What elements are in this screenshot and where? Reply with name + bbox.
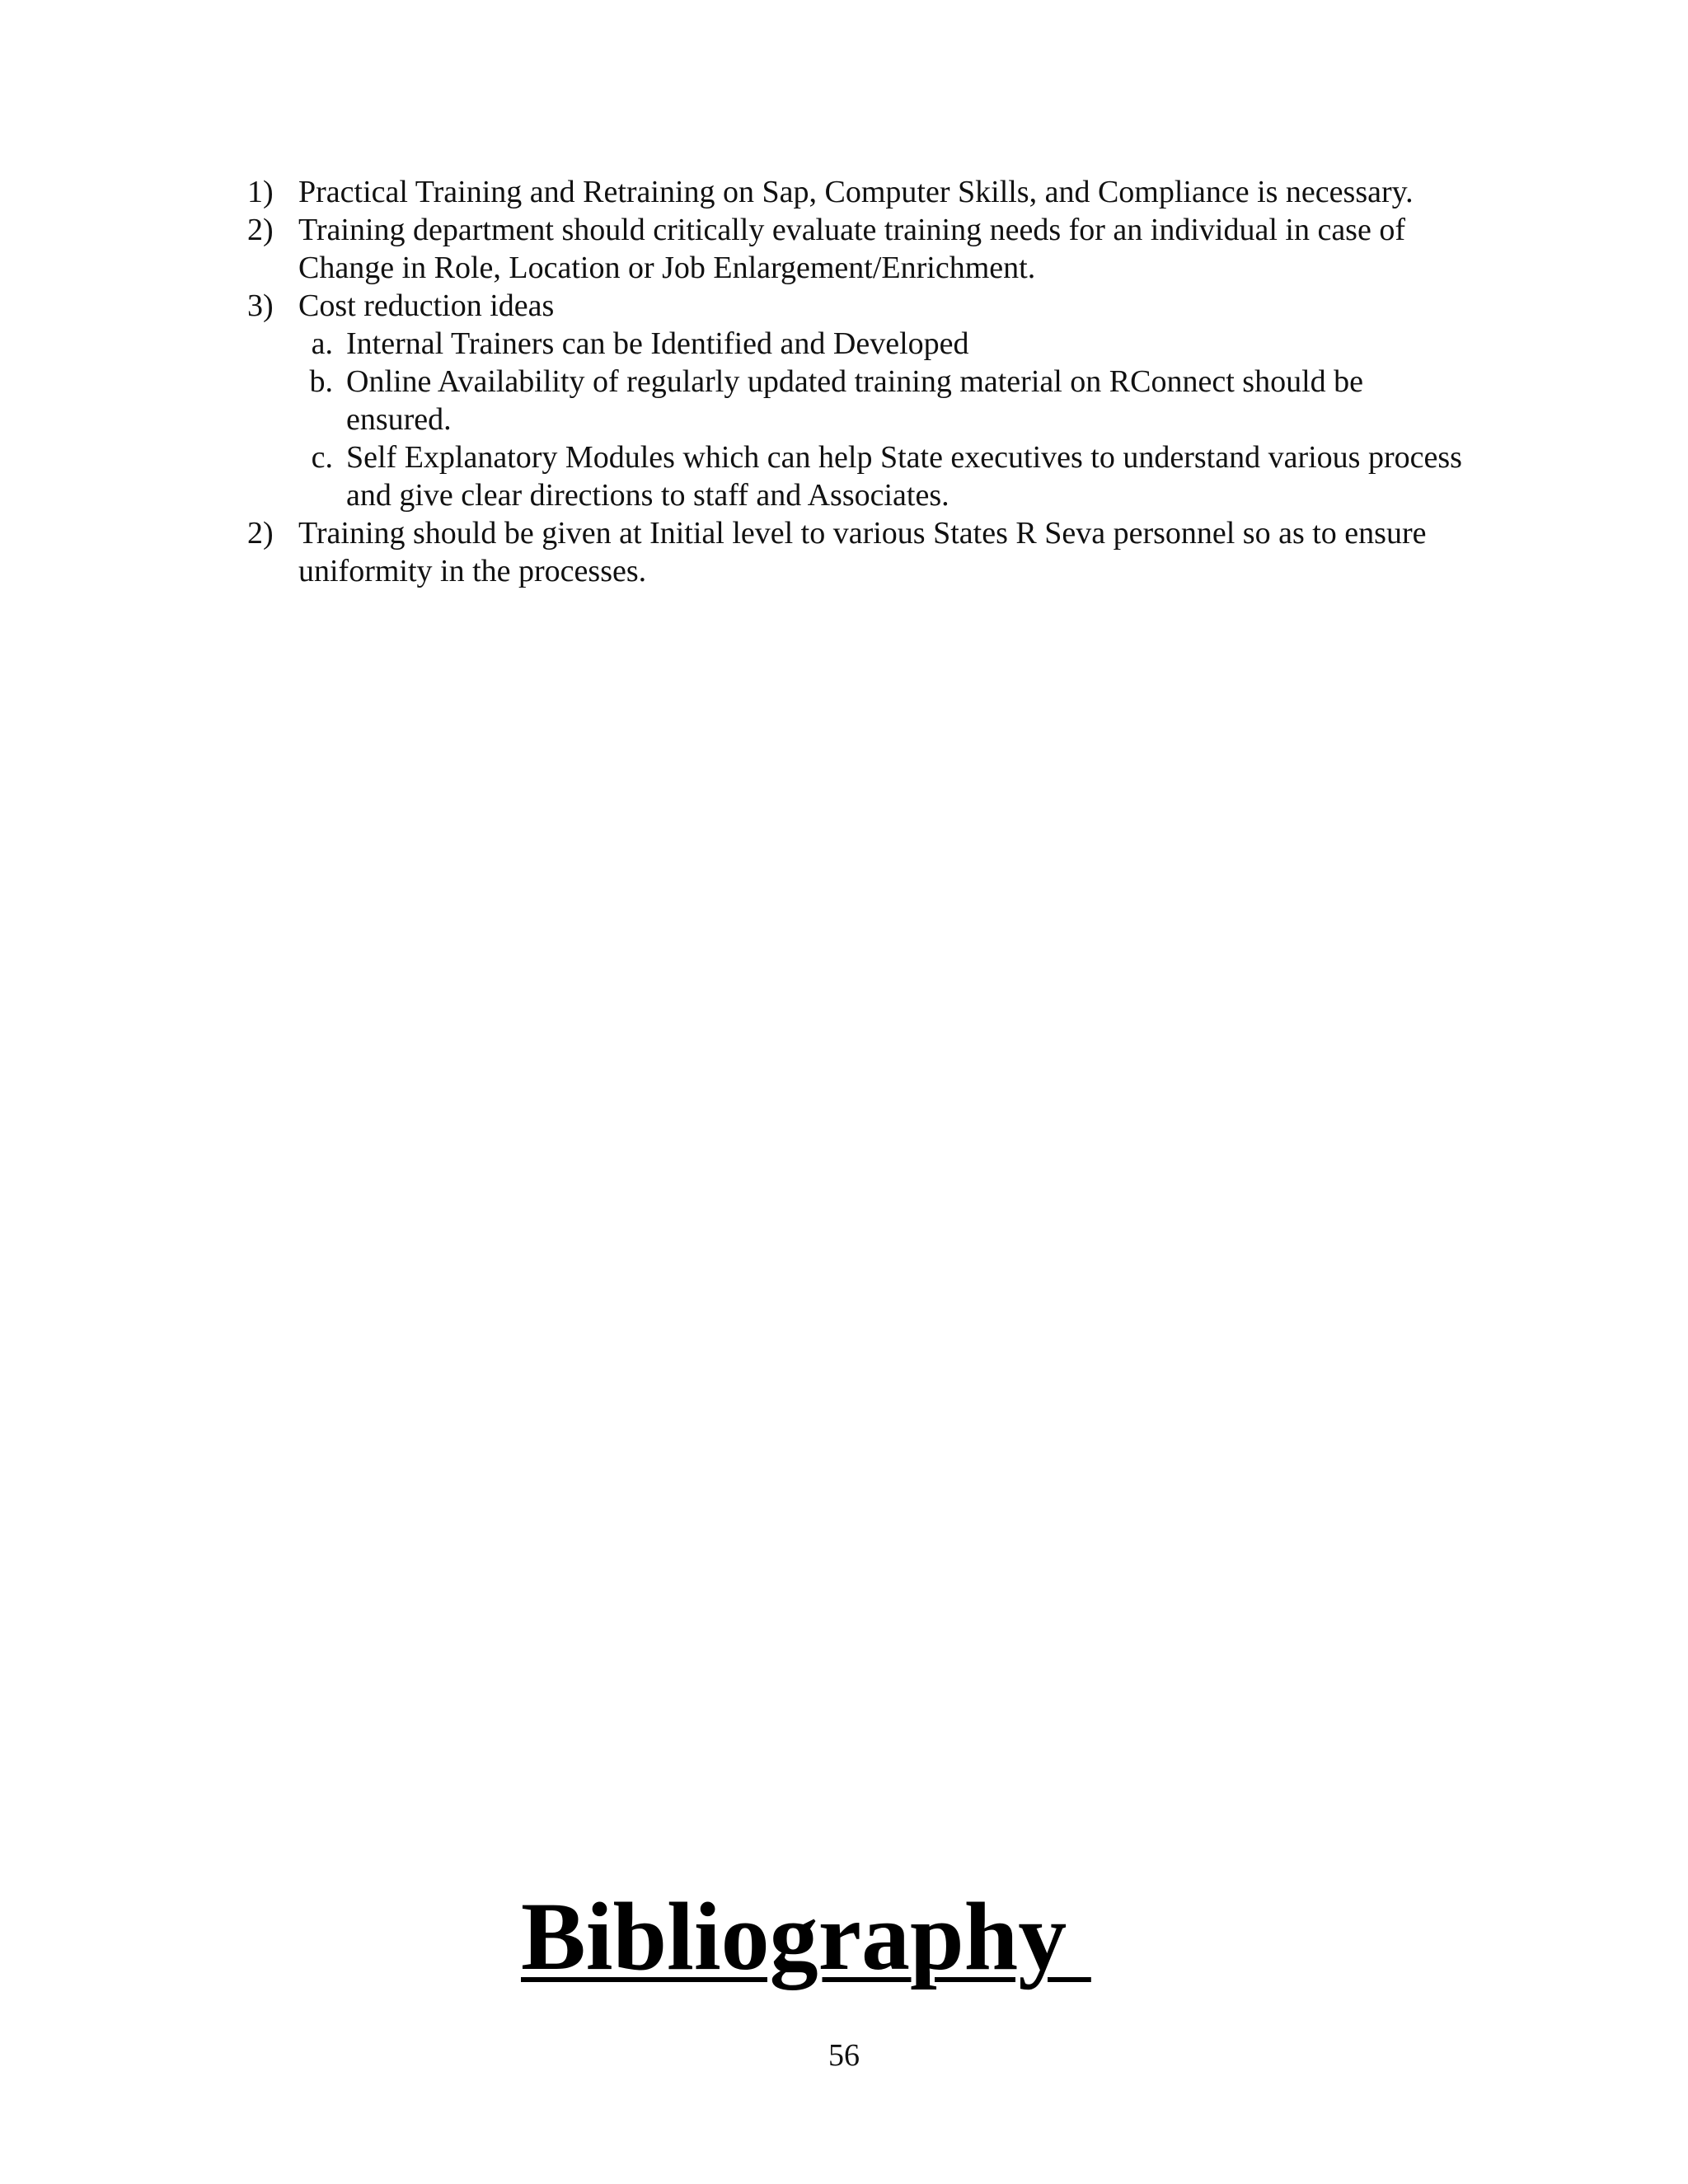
list-item-text: Practical Training and Retraining on Sap, Computer Skills, and Compliance is necessary. bbox=[298, 175, 1414, 209]
list-item-text: Training department should critically evaluate training needs for an individual in case of Change in Role, Location or Job Enlargement/Enrichment. bbox=[298, 213, 1405, 285]
list-item bbox=[247, 287, 1467, 325]
sub-list-item-text: Self Explanatory Modules which can help State executives to understand various process and give clear directions to staff and Associates. bbox=[346, 440, 1462, 513]
sub-list-item bbox=[297, 438, 1467, 514]
cost-reduction-sublist bbox=[297, 325, 1467, 514]
list-item-number: 1) bbox=[247, 175, 274, 209]
list-item-number: 2) bbox=[247, 213, 274, 247]
list-item-number: 2) bbox=[247, 516, 274, 551]
sub-list-item bbox=[297, 363, 1467, 438]
sub-list-item-letter: c. bbox=[311, 440, 333, 475]
page-number: 56 bbox=[828, 2038, 860, 2073]
list-item bbox=[247, 211, 1467, 287]
list-item bbox=[247, 514, 1467, 590]
sub-list-item bbox=[297, 325, 1467, 363]
recommendation-list bbox=[247, 173, 1467, 590]
list-item-text: Training should be given at Initial level to various States R Seva personnel so as to ensure uniformity in the processes. bbox=[298, 516, 1427, 588]
sub-list-item-letter: a. bbox=[311, 326, 333, 361]
sub-list-item-text: Online Availability of regularly updated training material on RConnect should be ensured. bbox=[346, 364, 1363, 437]
list-item-number: 3) bbox=[247, 288, 274, 323]
list-item-text: Cost reduction ideas bbox=[298, 288, 555, 323]
sub-list-item-text: Internal Trainers can be Identified and Developed bbox=[346, 326, 969, 361]
sub-list-item-letter: b. bbox=[309, 364, 333, 399]
bibliography-heading: Bibliography bbox=[521, 1882, 1091, 1990]
list-item bbox=[247, 173, 1467, 211]
